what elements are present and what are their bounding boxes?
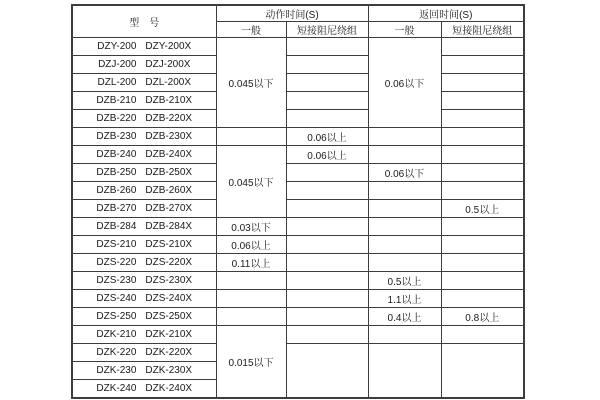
model-label: DZY-200 <box>97 41 137 52</box>
table-row <box>72 38 524 56</box>
model-cell <box>72 38 216 56</box>
action-damped-cell <box>286 38 368 56</box>
model-pair <box>73 59 216 70</box>
model-label: DZJ-200X <box>145 59 191 70</box>
return-general-cell <box>368 344 441 398</box>
action-damped-cell <box>286 236 368 254</box>
table-row <box>72 254 524 272</box>
header-action-damped-winding: 短接阻尼绕组 <box>286 22 368 38</box>
action-general-cell: 0.045以下 <box>216 146 286 218</box>
action-general-cell: 0.015以下 <box>216 326 286 398</box>
model-pair <box>73 365 216 376</box>
model-cell <box>72 218 216 236</box>
header-return-damped-winding: 短接阻尼绕组 <box>441 22 524 38</box>
return-general-cell <box>368 218 441 236</box>
action-damped-cell <box>286 200 368 218</box>
action-damped-cell: 0.06以上 <box>286 146 368 164</box>
action-damped-cell <box>286 56 368 74</box>
table-row <box>72 344 524 362</box>
return-damped-cell <box>441 128 524 146</box>
return-general-cell <box>368 326 441 344</box>
model-label: DZB-240X <box>145 149 193 160</box>
return-damped-cell: 0.5以上 <box>441 200 524 218</box>
model-label: DZK-220 <box>96 347 137 358</box>
model-label: DZK-230X <box>145 365 193 376</box>
table-row <box>72 290 524 308</box>
model-pair <box>73 275 216 286</box>
table-body <box>72 38 524 398</box>
model-cell <box>72 56 216 74</box>
model-label: DZK-220X <box>145 347 193 358</box>
header-model: 型 号 <box>72 5 216 38</box>
model-cell <box>72 182 216 200</box>
spec-table-container <box>71 4 525 399</box>
model-label: DZS-230X <box>145 275 193 286</box>
model-cell <box>72 272 216 290</box>
return-general-cell <box>368 200 441 218</box>
action-general-cell <box>216 290 286 308</box>
model-cell <box>72 164 216 182</box>
model-cell <box>72 254 216 272</box>
return-general-cell: 0.4以上 <box>368 308 441 326</box>
action-damped-cell <box>286 272 368 290</box>
action-damped-cell <box>286 218 368 236</box>
model-label: DZB-284X <box>145 221 193 232</box>
table-row <box>72 56 524 74</box>
action-general-cell <box>216 272 286 290</box>
table-row <box>72 272 524 290</box>
table-row <box>72 326 524 344</box>
return-damped-cell <box>441 254 524 272</box>
action-damped-cell <box>286 182 368 200</box>
table-header <box>72 5 524 38</box>
action-damped-cell <box>286 110 368 128</box>
return-damped-cell <box>441 146 524 164</box>
return-damped-cell <box>441 236 524 254</box>
table-row <box>72 164 524 182</box>
model-label: DZB-240 <box>96 149 137 160</box>
model-cell <box>72 92 216 110</box>
model-label: DZS-240X <box>145 293 193 304</box>
table-row <box>72 110 524 128</box>
return-damped-cell <box>441 164 524 182</box>
return-general-cell: 1.1以上 <box>368 290 441 308</box>
action-damped-cell <box>286 164 368 182</box>
model-label: DZB-270 <box>96 203 137 214</box>
model-label: DZB-230 <box>96 131 137 142</box>
header-row-groups <box>72 5 524 22</box>
model-label: DZS-250X <box>145 311 193 322</box>
model-label: DZS-210X <box>145 239 193 250</box>
table-row <box>72 74 524 92</box>
action-general-cell: 0.03以下 <box>216 218 286 236</box>
model-label: DZB-260X <box>145 185 193 196</box>
return-damped-cell <box>441 56 524 74</box>
header-return-time: 返回时间(S) <box>368 5 524 22</box>
action-general-cell <box>216 128 286 146</box>
model-pair <box>73 257 216 268</box>
action-general-cell: 0.06以上 <box>216 236 286 254</box>
table-row <box>72 182 524 200</box>
model-cell <box>72 128 216 146</box>
model-label: DZL-200 <box>97 77 137 88</box>
return-damped-cell <box>441 110 524 128</box>
model-pair <box>73 95 216 106</box>
model-cell <box>72 290 216 308</box>
action-general-cell: 0.045以下 <box>216 38 286 128</box>
return-general-cell: 0.06以下 <box>368 164 441 182</box>
action-general-cell <box>216 308 286 326</box>
model-label: DZS-220X <box>145 257 193 268</box>
action-damped-cell <box>286 290 368 308</box>
model-cell <box>72 146 216 164</box>
return-damped-cell <box>441 326 524 344</box>
action-damped-cell <box>286 344 368 398</box>
model-label: DZS-220 <box>96 257 137 268</box>
table-row <box>72 236 524 254</box>
model-label: DZL-200X <box>145 77 191 88</box>
return-general-cell: 0.06以下 <box>368 38 441 128</box>
return-damped-cell <box>441 344 524 398</box>
action-damped-cell <box>286 326 368 344</box>
model-pair <box>73 239 216 250</box>
return-general-cell <box>368 254 441 272</box>
model-cell <box>72 344 216 362</box>
model-cell <box>72 308 216 326</box>
model-label: DZS-210 <box>96 239 137 250</box>
action-damped-cell <box>286 74 368 92</box>
model-pair <box>73 347 216 358</box>
model-pair <box>73 77 216 88</box>
return-damped-cell <box>441 74 524 92</box>
return-damped-cell <box>441 272 524 290</box>
model-cell <box>72 362 216 380</box>
model-label: DZB-210 <box>96 95 137 106</box>
model-pair <box>73 41 216 52</box>
model-label: DZS-230 <box>96 275 137 286</box>
return-damped-cell <box>441 38 524 56</box>
model-cell <box>72 326 216 344</box>
table-row <box>72 218 524 236</box>
model-label: DZK-210 <box>96 329 137 340</box>
model-pair <box>73 293 216 304</box>
model-label: DZS-250 <box>96 311 137 322</box>
model-cell <box>72 380 216 398</box>
model-cell <box>72 200 216 218</box>
model-label: DZB-250 <box>96 167 137 178</box>
model-label: DZS-240 <box>96 293 137 304</box>
spec-table <box>71 4 525 399</box>
model-pair <box>73 185 216 196</box>
return-general-cell <box>368 182 441 200</box>
return-damped-cell <box>441 218 524 236</box>
model-pair <box>73 113 216 124</box>
return-general-cell <box>368 128 441 146</box>
header-return-general: 一般 <box>368 22 441 38</box>
action-damped-cell <box>286 254 368 272</box>
action-damped-cell: 0.06以上 <box>286 128 368 146</box>
table-row <box>72 92 524 110</box>
table-row <box>72 308 524 326</box>
model-pair <box>73 167 216 178</box>
model-pair <box>73 329 216 340</box>
return-general-cell <box>368 236 441 254</box>
model-cell <box>72 236 216 254</box>
model-cell <box>72 74 216 92</box>
return-damped-cell <box>441 182 524 200</box>
table-row <box>72 200 524 218</box>
action-general-cell: 0.11以上 <box>216 254 286 272</box>
return-general-cell <box>368 146 441 164</box>
action-damped-cell <box>286 92 368 110</box>
model-label: DZB-270X <box>145 203 193 214</box>
model-pair <box>73 221 216 232</box>
return-damped-cell <box>441 92 524 110</box>
model-label: DZB-220X <box>145 113 193 124</box>
action-damped-cell <box>286 308 368 326</box>
header-action-time: 动作时间(S) <box>216 5 368 22</box>
model-pair <box>73 149 216 160</box>
table-row <box>72 128 524 146</box>
header-action-general: 一般 <box>216 22 286 38</box>
model-pair <box>73 131 216 142</box>
model-label: DZK-240X <box>145 382 193 394</box>
return-damped-cell <box>441 290 524 308</box>
model-label: DZJ-200 <box>98 59 137 70</box>
model-label: DZB-220 <box>96 113 137 124</box>
model-cell <box>72 110 216 128</box>
model-pair <box>73 383 216 394</box>
table-row <box>72 146 524 164</box>
model-label: DZK-210X <box>145 329 193 340</box>
model-label: DZB-260 <box>96 185 137 196</box>
model-label: DZK-230 <box>96 365 137 376</box>
model-pair <box>73 203 216 214</box>
model-label: DZB-284 <box>96 221 137 232</box>
return-general-cell: 0.5以上 <box>368 272 441 290</box>
model-label: DZB-250X <box>145 167 193 178</box>
model-label: DZB-230X <box>145 131 193 142</box>
model-pair <box>73 311 216 322</box>
model-label: DZB-210X <box>145 95 193 106</box>
model-label: DZK-240 <box>96 382 137 394</box>
return-damped-cell: 0.8以上 <box>441 308 524 326</box>
model-label: DZY-200X <box>145 41 192 52</box>
